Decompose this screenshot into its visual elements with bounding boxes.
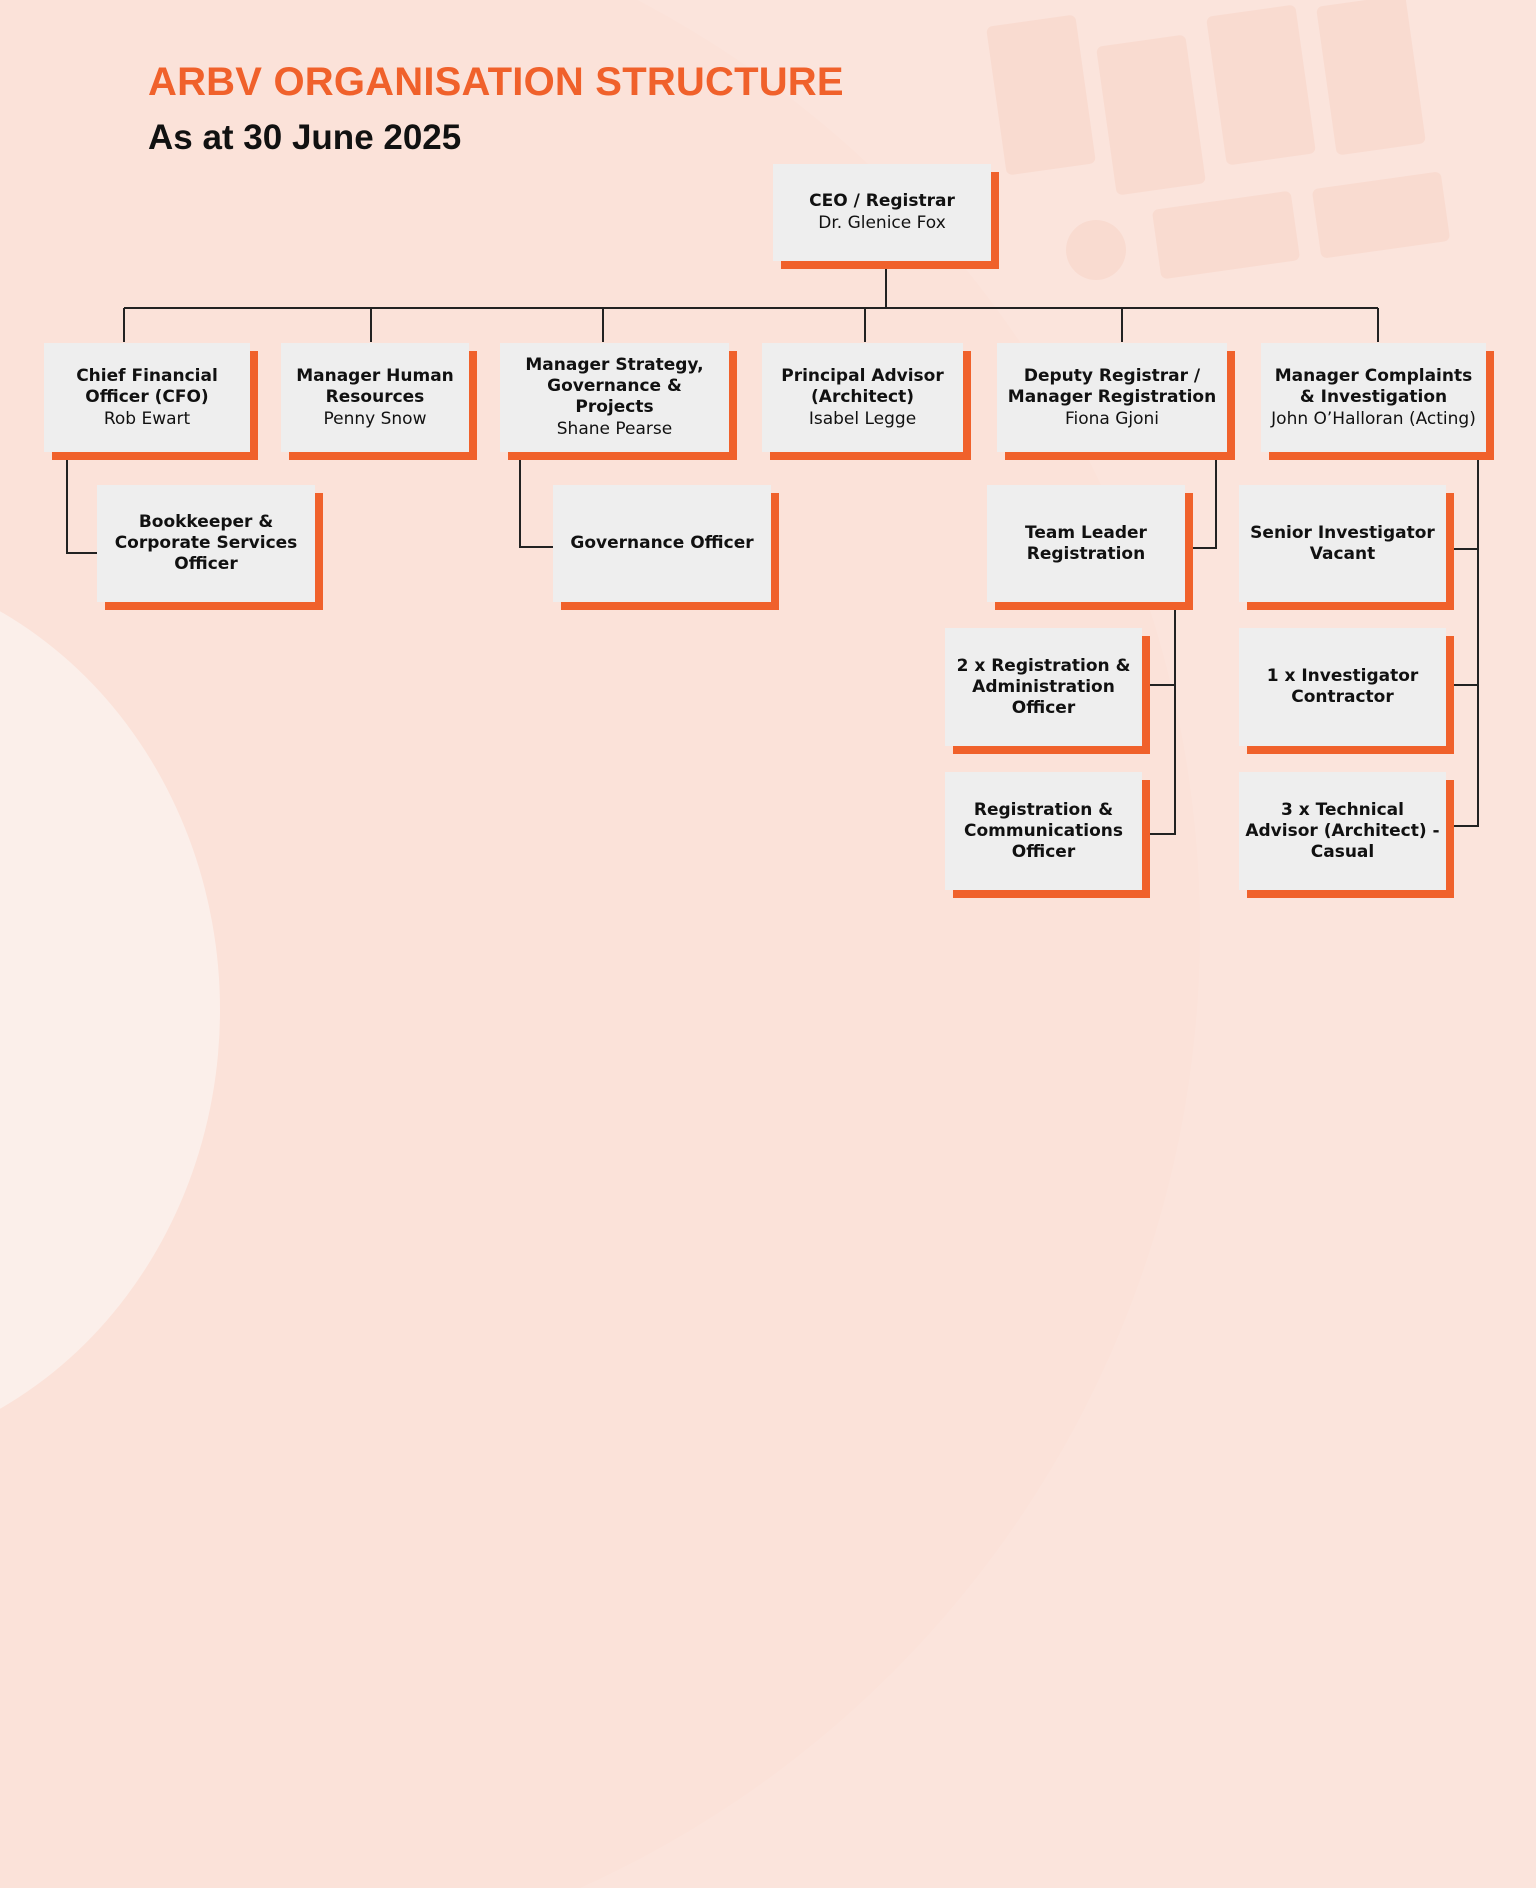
node-role: 1 x Investigator Contractor: [1266, 666, 1419, 707]
node-role: Deputy Registrar / Manager Registration: [1007, 365, 1217, 407]
org-node-hr: [281, 343, 469, 452]
node-role: 2 x Registration & Administration Officer: [956, 655, 1131, 718]
node-person: Shane Pearse: [556, 419, 673, 439]
org-node-investigator: [1239, 628, 1446, 746]
org-node-registration-admin: [945, 628, 1142, 746]
node-role: Bookkeeper & Corporate Services Officer: [114, 512, 298, 574]
org-node-team-leader: [987, 485, 1185, 602]
node-role: Registration & Communications Officer: [963, 799, 1124, 862]
org-node-principal-advisor: [762, 343, 963, 452]
node-role: Principal Advisor (Architect): [781, 365, 944, 407]
org-node-bookkeeper: [97, 485, 315, 602]
node-person: Isabel Legge: [808, 408, 917, 429]
node-person: Fiona Gjoni: [1064, 408, 1160, 429]
node-role: CEO / Registrar: [809, 191, 955, 211]
org-node-registration-comms: [945, 772, 1142, 890]
node-role: Manager Human Resources: [296, 365, 454, 407]
org-node-deputy-registrar: [997, 343, 1227, 452]
node-role: Manager Strategy, Governance & Projects: [525, 355, 704, 417]
org-node-complaints: [1261, 343, 1486, 452]
org-node-cfo: [44, 343, 250, 452]
org-node-senior-investigator: [1239, 485, 1446, 602]
node-person: Rob Ewart: [103, 408, 191, 429]
node-role: Chief Financial Officer (CFO): [76, 365, 218, 407]
node-role: Governance Officer: [570, 533, 754, 553]
org-node-governance-officer: [553, 485, 771, 602]
node-person: Penny Snow: [323, 408, 427, 429]
node-person: Dr. Glenice Fox: [818, 213, 946, 233]
page-subtitle: As at 30 June 2025: [148, 118, 462, 157]
node-role: Manager Complaints & Investigation: [1274, 365, 1473, 407]
org-node-ceo: [773, 164, 991, 261]
node-person: John O’Halloran (Acting): [1271, 408, 1476, 429]
org-node-technical-advisor: [1239, 772, 1446, 890]
org-node-strategy: [500, 343, 729, 452]
node-role: 3 x Technical Advisor (Architect) - Casual: [1245, 799, 1440, 862]
page-title: ARBV ORGANISATION STRUCTURE: [148, 60, 844, 104]
node-role: Senior Investigator Vacant: [1250, 522, 1435, 564]
node-role: Team Leader Registration: [1025, 522, 1147, 564]
